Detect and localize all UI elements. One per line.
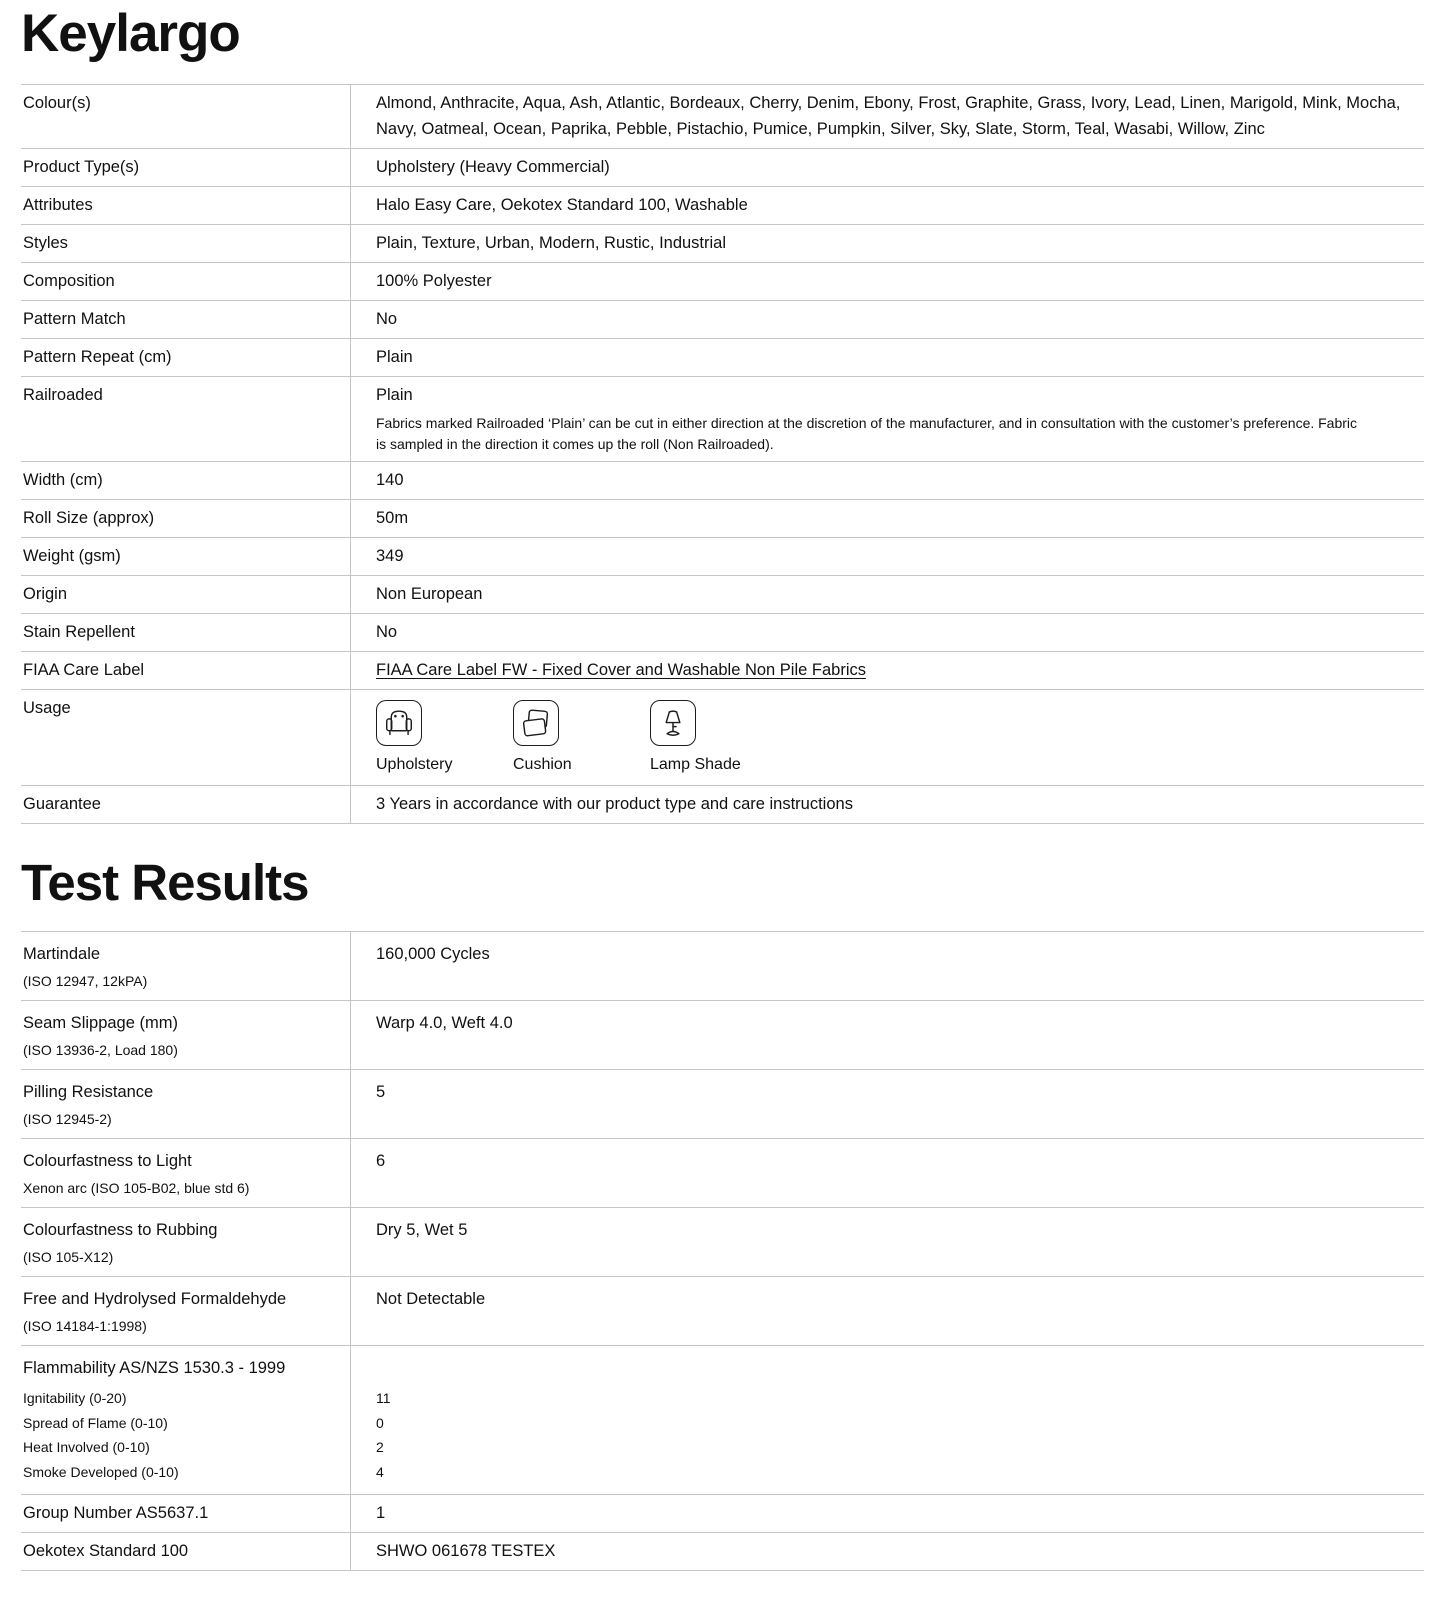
row-value [350, 690, 1424, 785]
row-value: Almond, Anthracite, Aqua, Ash, Atlantic, Bordeaux, Cherry, Denim, Ebony, Frost, Graphite, Grass, Ivory, Lead, Linen, Marigold, Mink, Mocha, Navy, Oatmeal, Ocean, Paprika, Pebble, Pistachio, Pumice, Pumpkin, Silver, Sky, Slate, Storm, Teal, Wasabi, Willow, Zinc [350, 85, 1424, 148]
table-row-pattern-repeat [21, 338, 1424, 376]
row-label: Flammability AS/NZS 1530.3 - 1999 [23, 1359, 286, 1378]
row-sublabel: (ISO 14184-1:1998) [23, 1318, 147, 1335]
flammability-sublabel: Ignitability (0-20) [23, 1390, 127, 1407]
row-value: Dry 5, Wet 5 [350, 1208, 1424, 1276]
row-value: 349 [350, 538, 1424, 575]
row-label: Oekotex Standard 100 [23, 1542, 189, 1561]
row-label: Styles [23, 233, 68, 252]
row-label: Pilling Resistance [23, 1083, 154, 1102]
flammability-sublabel: Smoke Developed (0-10) [23, 1463, 179, 1480]
flammability-sublabel: Spread of Flame (0-10) [23, 1414, 168, 1431]
flammability-value: 11 [376, 1390, 391, 1407]
table-row-stain-repellent [21, 613, 1424, 651]
row-value: Non European [350, 576, 1424, 613]
table-row-roll-size [21, 499, 1424, 537]
spacer [376, 1356, 1408, 1386]
row-value: Halo Easy Care, Oekotex Standard 100, Washable [350, 187, 1424, 224]
usage-item-cushion [513, 700, 606, 775]
page-title: Keylargo [21, 4, 240, 63]
row-value: No [350, 614, 1424, 651]
table-row-pattern-match [21, 300, 1424, 338]
fiaa-care-label-link[interactable]: FIAA Care Label FW - Fixed Cover and Washable Non Pile Fabrics [376, 660, 866, 679]
lamp-icon [650, 700, 696, 746]
row-value: Not Detectable [350, 1277, 1424, 1345]
row-sublabel: (ISO 12945-2) [23, 1111, 112, 1128]
table-row-oekotex [21, 1532, 1424, 1570]
product-page [0, 6, 1445, 1601]
row-value: 6 [350, 1139, 1424, 1207]
usage-list [376, 695, 1408, 779]
row-sublabel: (ISO 105-X12) [23, 1249, 114, 1266]
table-row-colourfastness-light [21, 1138, 1424, 1207]
table-row-width [21, 461, 1424, 499]
row-sublabel: Xenon arc (ISO 105-B02, blue std 6) [23, 1180, 250, 1197]
row-sublabel: (ISO 13936-2, Load 180) [23, 1042, 178, 1059]
usage-label: Upholstery [376, 755, 453, 773]
row-value: No [350, 301, 1424, 338]
row-value [350, 652, 1424, 689]
row-label: Colourfastness to Light [23, 1152, 192, 1171]
table-row-colourfastness-rubbing [21, 1207, 1424, 1276]
table-row-weight [21, 537, 1424, 575]
table-row-styles [21, 224, 1424, 262]
table-row-attributes [21, 186, 1424, 224]
table-row-flammability [21, 1345, 1424, 1494]
row-label: Free and Hydrolysed Formaldehyde [23, 1290, 287, 1309]
row-value: 140 [350, 462, 1424, 499]
table-row-care-label [21, 651, 1424, 689]
usage-label: Lamp Shade [650, 755, 741, 773]
table-row-railroaded [21, 376, 1424, 461]
row-value: 50m [350, 500, 1424, 537]
row-label: Composition [23, 271, 115, 290]
flammability-value: 2 [376, 1439, 384, 1456]
row-value: SHWO 061678 TESTEX [350, 1533, 1424, 1570]
row-label: FIAA Care Label [23, 660, 145, 679]
row-value: 3 Years in accordance with our product type and care instructions [350, 786, 1424, 823]
flammability-sublabel: Heat Involved (0-10) [23, 1439, 150, 1456]
table-row-group-number [21, 1494, 1424, 1532]
row-value: 100% Polyester [350, 263, 1424, 300]
table-row-martindale [21, 931, 1424, 1000]
row-label: Martindale [23, 945, 101, 964]
row-label: Colourfastness to Rubbing [23, 1221, 218, 1240]
row-label: Stain Repellent [23, 622, 135, 641]
row-value: 1 [350, 1495, 1424, 1532]
railroaded-value: Plain [376, 385, 413, 404]
flammability-value: 0 [376, 1414, 384, 1431]
table-row-formaldehyde [21, 1276, 1424, 1345]
row-label: Pattern Match [23, 309, 126, 328]
table-row-origin [21, 575, 1424, 613]
row-label: Origin [23, 584, 68, 603]
flammability-value: 4 [376, 1463, 384, 1480]
row-sublabel: (ISO 12947, 12kPA) [23, 973, 148, 990]
row-label: Weight (gsm) [23, 546, 121, 565]
row-label: Colour(s) [23, 93, 91, 112]
row-value: 160,000 Cycles [350, 932, 1424, 1000]
table-row-usage [21, 689, 1424, 785]
section-title-test-results: Test Results [21, 853, 309, 911]
row-label: Group Number AS5637.1 [23, 1504, 209, 1523]
cushion-icon [513, 700, 559, 746]
table-row-guarantee [21, 785, 1424, 823]
row-label: Pattern Repeat (cm) [23, 347, 172, 366]
row-label: Usage [23, 698, 71, 717]
row-label: Product Type(s) [23, 157, 140, 176]
row-value: 5 [350, 1070, 1424, 1138]
row-label: Width (cm) [23, 470, 103, 489]
row-value: Warp 4.0, Weft 4.0 [350, 1001, 1424, 1069]
row-value: Plain, Texture, Urban, Modern, Rustic, Industrial [350, 225, 1424, 262]
usage-label: Cushion [513, 755, 572, 773]
row-value: Upholstery (Heavy Commercial) [350, 149, 1424, 186]
table-row-colours [21, 84, 1424, 148]
row-value [350, 377, 1424, 461]
table-row-composition [21, 262, 1424, 300]
armchair-icon [376, 700, 422, 746]
product-spec-table [21, 84, 1424, 824]
railroaded-note: Fabrics marked Railroaded ‘Plain’ can be cut in either direction at the discretion of the manufacturer, and in consultation with the customer’s preference. Fabric is sampled in the direction it comes up the roll (Non Railroaded). [376, 414, 1358, 452]
row-label: Roll Size (approx) [23, 508, 155, 527]
row-label: Railroaded [23, 385, 103, 404]
table-row-pilling-resistance [21, 1069, 1424, 1138]
row-label: Attributes [23, 195, 93, 214]
table-row-seam-slippage [21, 1000, 1424, 1069]
table-row-product-type [21, 148, 1424, 186]
row-label: Seam Slippage (mm) [23, 1014, 178, 1033]
usage-item-upholstery [376, 700, 469, 775]
usage-item-lamp-shade [650, 700, 743, 775]
row-label: Guarantee [23, 794, 101, 813]
row-value: Plain [350, 339, 1424, 376]
test-results-table [21, 931, 1424, 1571]
